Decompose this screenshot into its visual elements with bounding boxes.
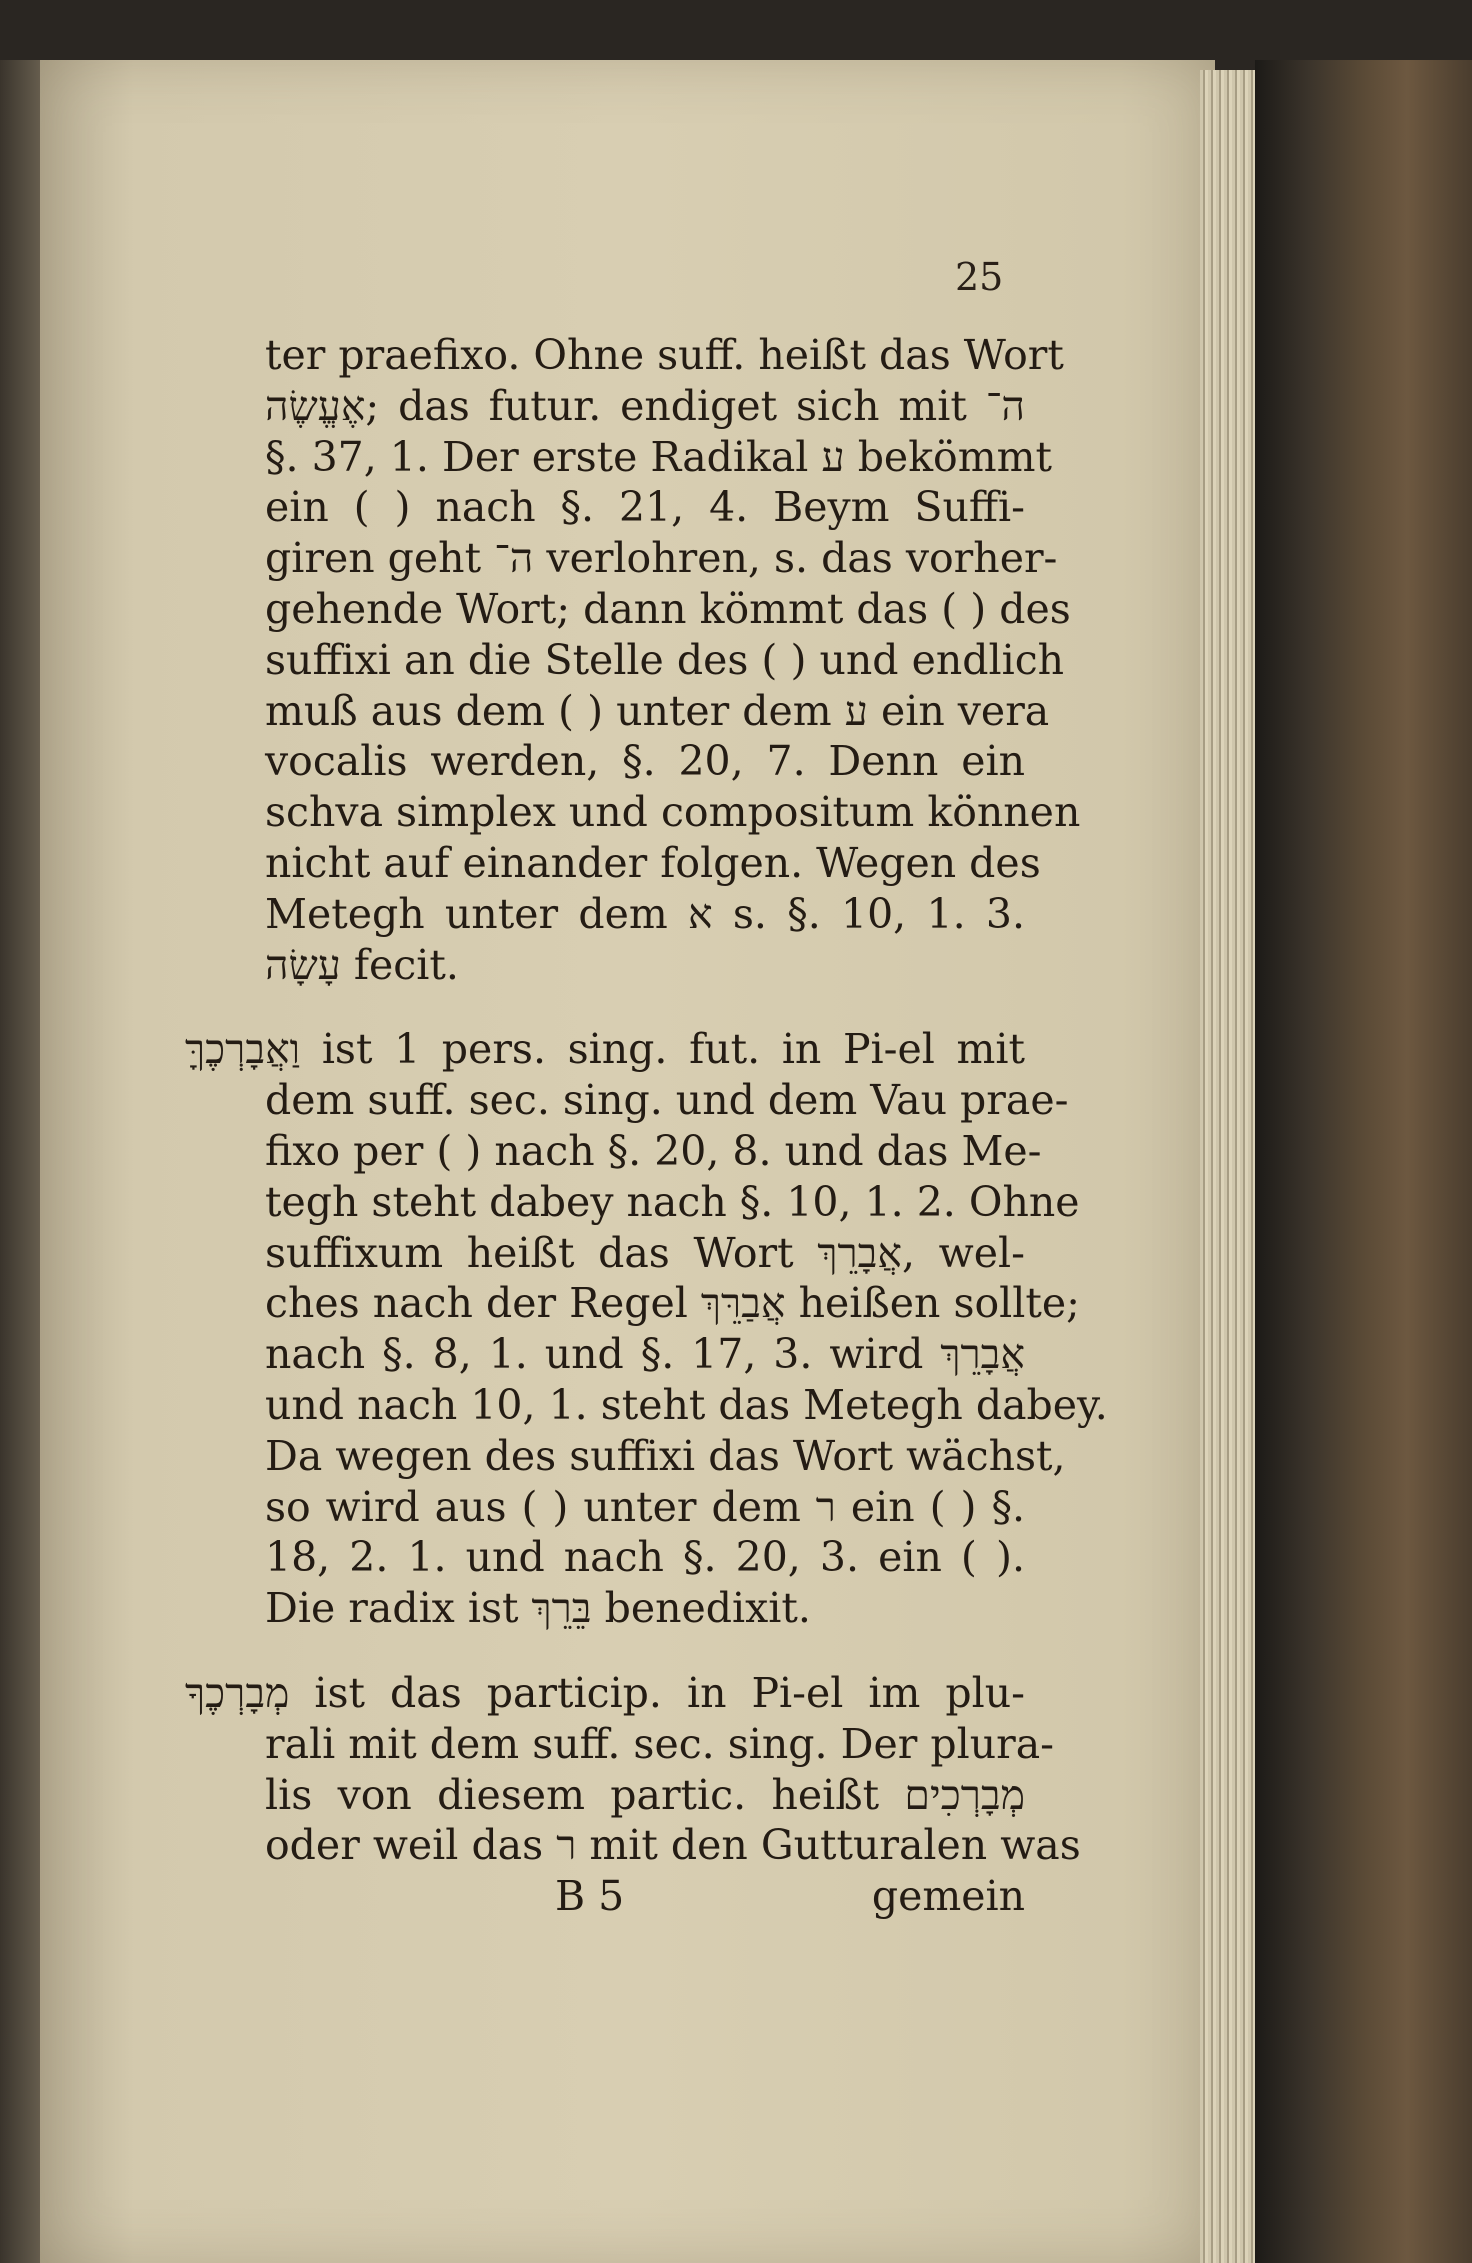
text-line: suffixum heißt das Wort אֲבָרֵךְ, wel- xyxy=(265,1228,1026,1277)
entry-heading-line: וַאֲבָרְכֶךָּ ist 1 pers. sing. fut. in Pi-el mit xyxy=(185,1025,1025,1074)
text-line: nicht auf einander folgen. Wegen des xyxy=(265,838,1041,887)
text-line: muß aus dem ( ) unter dem ע ein vera xyxy=(265,686,1050,735)
text-line: §. 37, 1. Der erste Radikal ע bekömmt xyxy=(265,432,1052,481)
text-line: nach §. 8, 1. und §. 17, 3. wird אֲבָרֵךְ xyxy=(265,1330,1025,1379)
entry-heading-line: מְבָרְכֶךָ ist das particip. in Pi-el im plu- xyxy=(185,1668,1025,1717)
catchword: gemein xyxy=(871,1872,1025,1920)
text-line: ein ( ) nach §. 21, 4. Beym Suffi- xyxy=(265,483,1025,532)
page-number: 25 xyxy=(955,255,1004,299)
text-line: schva simplex und compositum können xyxy=(265,788,1081,837)
text-line: עָשָׂה fecit. xyxy=(265,940,459,989)
text-line: suffixi an die Stelle des ( ) und endlich xyxy=(265,635,1065,684)
text-line: giren geht ה־ verlohren, s. das vorher- xyxy=(265,534,1058,583)
text-line: dem suff. sec. sing. und dem Vau prae- xyxy=(265,1076,1069,1125)
page-footer xyxy=(265,1872,1025,1922)
text-line: gehende Wort; dann kömmt das ( ) des xyxy=(265,584,1071,633)
text-line: rali mit dem suff. sec. sing. Der plura- xyxy=(265,1719,1055,1768)
text-line: oder weil das ר mit den Gutturalen was xyxy=(265,1821,1081,1870)
text-line: ter praefixo. Ohne suff. heißt das Wort xyxy=(265,331,1064,379)
page-edges xyxy=(1200,70,1260,2263)
text-line: so wird aus ( ) unter dem ר ein ( ) §. xyxy=(265,1482,1025,1531)
text-line: fixo per ( ) nach §. 20, 8. und das Me- xyxy=(265,1126,1042,1175)
text-line: vocalis werden, §. 20, 7. Denn ein xyxy=(265,737,1025,786)
text-line: tegh steht dabey nach §. 10, 1. 2. Ohne xyxy=(265,1177,1080,1226)
signature-mark: B 5 xyxy=(555,1872,625,1920)
text-line: Da wegen des suffixi das Wort wächst, xyxy=(265,1431,1066,1480)
text-line: lis von diesem partic. heißt מְבָרְכִים xyxy=(265,1770,1025,1819)
text-line: ches nach der Regel אֲבַרֵּךְ heißen sollte; xyxy=(265,1279,1080,1328)
text-line: 18, 2. 1. und nach §. 20, 3. ein ( ). xyxy=(265,1533,1025,1582)
text-line: und nach 10, 1. steht das Metegh dabey. xyxy=(265,1380,1108,1429)
text-line: אֶעֱשֶׂה; das futur. endiget sich mit ה־ xyxy=(265,381,1025,430)
book-cover xyxy=(1255,60,1472,2263)
text-line: Metegh unter dem א s. §. 10, 1. 3. xyxy=(265,889,1025,938)
text-block xyxy=(185,330,1108,1871)
text-line: Die radix ist בֵּרֵךְ benedixit. xyxy=(265,1584,811,1633)
